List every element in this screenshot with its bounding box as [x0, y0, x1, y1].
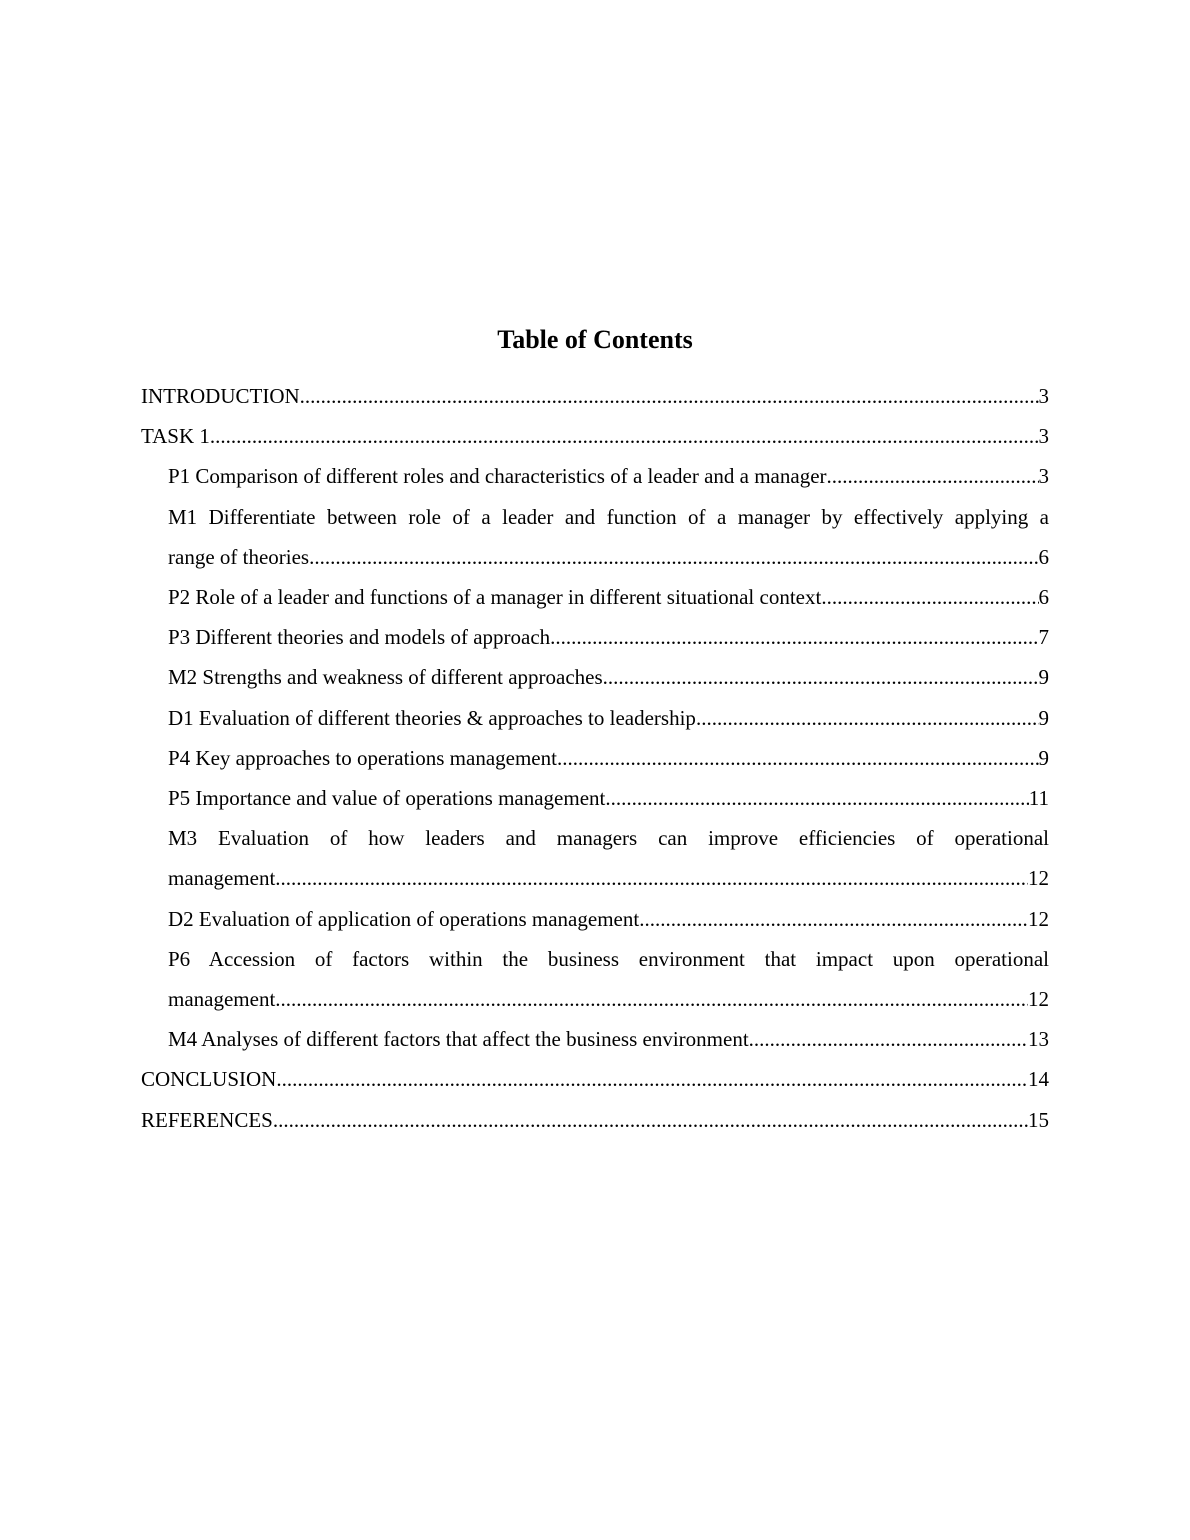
dot-leader — [273, 1100, 1028, 1140]
toc-entry-p3[interactable] — [141, 617, 1049, 657]
toc-entry-label: REFERENCES — [141, 1107, 273, 1132]
toc-entry-task-1[interactable] — [141, 416, 1049, 456]
toc-entry-label-line-1: P6 Accession of factors within the business environment that impact upon operational — [168, 946, 1049, 971]
dot-leader — [275, 979, 1028, 1019]
dot-leader — [550, 617, 1038, 657]
toc-entry-label: range of theories — [168, 544, 310, 569]
toc-entry-label: P5 Importance and value of operations management — [168, 786, 606, 811]
toc-entry-label: TASK 1 — [141, 424, 210, 449]
toc-entry-introduction[interactable] — [141, 376, 1049, 416]
toc-entry-conclusion[interactable] — [141, 1059, 1049, 1099]
toc-entry-page: 13 — [1028, 1027, 1049, 1052]
toc-entry-label: M2 Strengths and weakness of different approaches — [168, 665, 603, 690]
toc-entry-label: INTRODUCTION — [141, 384, 300, 408]
toc-entry-label: M4 Analyses of different factors that affect the business environment — [168, 1027, 749, 1052]
dot-leader — [696, 698, 1039, 738]
dot-leader — [605, 778, 1028, 818]
toc-entry-page: 6 — [1038, 544, 1049, 569]
dot-leader — [821, 577, 1038, 617]
toc-entry-d1[interactable] — [141, 698, 1049, 738]
toc-entry-page: 12 — [1028, 866, 1049, 891]
toc-entry-page: 9 — [1038, 705, 1049, 730]
toc-entry-p5[interactable] — [141, 778, 1049, 818]
dot-leader — [639, 899, 1028, 939]
toc-entry-label: D2 Evaluation of application of operations management — [168, 906, 640, 931]
toc-entry-m1[interactable] — [141, 497, 1049, 577]
toc-entry-m2[interactable] — [141, 657, 1049, 697]
toc-entry-label: P1 Comparison of different roles and characteristics of a leader and a manager — [168, 464, 827, 489]
toc-entry-page: 9 — [1038, 745, 1049, 770]
dot-leader — [603, 657, 1039, 697]
dot-leader — [210, 416, 1039, 456]
toc-entry-label: P2 Role of a leader and functions of a manager in different situational context — [168, 585, 822, 610]
toc-entry-label-line-1: M1 Differentiate between role of a leader and function of a manager by effectively applying a — [168, 504, 1049, 529]
toc-title: Table of Contents — [497, 325, 693, 354]
toc-entry-m3[interactable] — [141, 818, 1049, 898]
toc-entry-label-line-1: M3 Evaluation of how leaders and managers can improve efficiencies of operational — [168, 826, 1049, 851]
dot-leader — [749, 1019, 1028, 1059]
toc-entry-p1[interactable] — [141, 456, 1049, 496]
toc-entry-page: 7 — [1038, 625, 1049, 650]
toc-entry-label: D1 Evaluation of different theories & approaches to leadership — [168, 705, 696, 730]
toc-entry-label: P3 Different theories and models of approach — [168, 625, 551, 650]
toc-entry-page: 14 — [1028, 1067, 1049, 1092]
dot-leader — [309, 537, 1038, 577]
dot-leader — [557, 738, 1039, 778]
toc-entry-d2[interactable] — [141, 899, 1049, 939]
dot-leader — [276, 1059, 1028, 1099]
toc-entry-p6[interactable] — [141, 939, 1049, 1019]
toc-entry-label: P4 Key approaches to operations management — [168, 745, 557, 770]
toc-list — [141, 376, 1049, 1140]
toc-entry-m4[interactable] — [141, 1019, 1049, 1059]
toc-entry-page: 11 — [1028, 786, 1049, 811]
toc-entry-label: management — [168, 987, 276, 1012]
toc-entry-label: CONCLUSION — [141, 1067, 277, 1092]
toc-entry-page: 3 — [1038, 424, 1049, 449]
dot-leader — [300, 376, 1039, 416]
toc-entry-page: 9 — [1038, 665, 1049, 690]
toc-entry-references[interactable] — [141, 1100, 1049, 1140]
dot-leader — [827, 456, 1039, 496]
toc-entry-page: 6 — [1038, 585, 1049, 610]
toc-entry-page: 15 — [1028, 1107, 1049, 1132]
toc-entry-p2[interactable] — [141, 577, 1049, 617]
toc-entry-label: management — [168, 866, 276, 891]
toc-entry-page: 12 — [1028, 906, 1049, 931]
toc-entry-p4[interactable] — [141, 738, 1049, 778]
toc-entry-page: 3 — [1038, 384, 1049, 408]
dot-leader — [275, 858, 1028, 898]
toc-entry-page: 3 — [1038, 464, 1049, 489]
toc-entry-page: 12 — [1028, 987, 1049, 1012]
